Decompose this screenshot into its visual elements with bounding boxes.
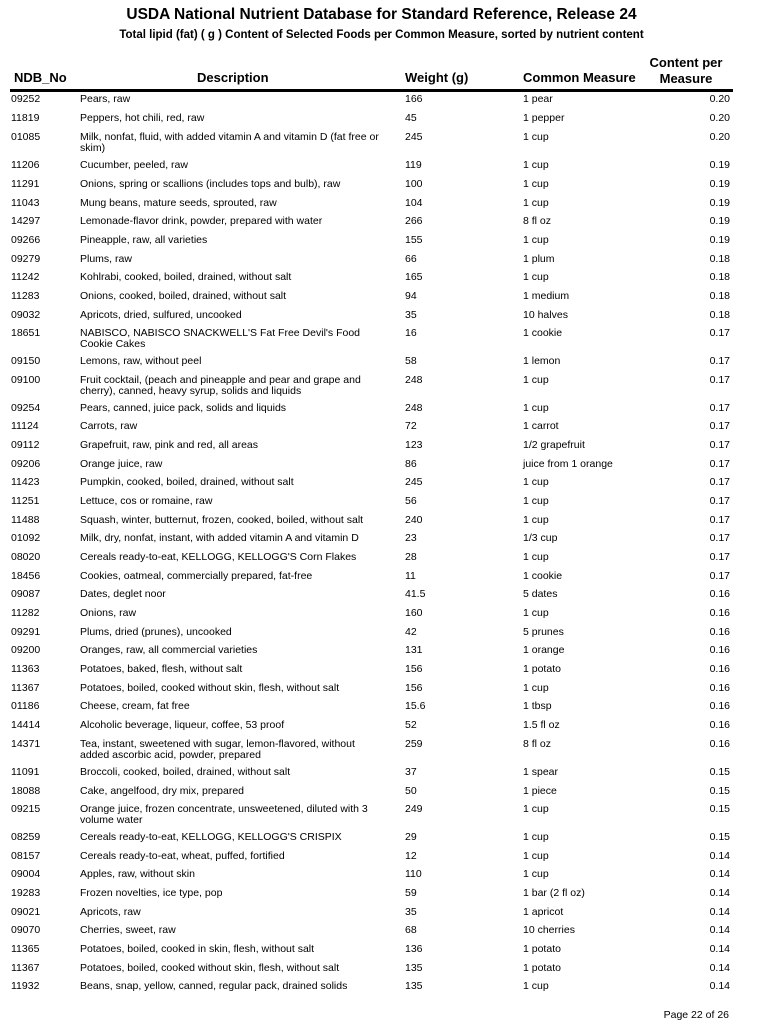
cell-common-measure: 1 lemon (523, 355, 561, 367)
cell-description: Kohlrabi, cooked, boiled, drained, without salt (80, 271, 292, 283)
cell-description: Potatoes, boiled, cooked without skin, flesh, without salt (80, 682, 340, 694)
cell-weight: 12 (405, 850, 417, 862)
cell-ndb: 08157 (11, 850, 41, 862)
cell-content: 0.16 (709, 626, 730, 638)
cell-description: Cereals ready-to-eat, KELLOGG, KELLOGG'S Corn Flakes (80, 551, 357, 563)
cell-content: 0.20 (709, 112, 730, 124)
cell-content: 0.17 (709, 532, 730, 544)
cell-common-measure: 1 plum (523, 253, 555, 265)
cell-weight: 56 (405, 495, 417, 507)
cell-common-measure: 1 apricot (523, 906, 564, 918)
cell-common-measure: 1 cup (523, 131, 549, 143)
cell-common-measure: 1 cup (523, 850, 549, 862)
cell-content: 0.17 (709, 420, 730, 432)
cell-content: 0.16 (709, 719, 730, 731)
cell-ndb: 14297 (11, 215, 41, 227)
cell-common-measure: 1 cup (523, 682, 549, 694)
cell-description: Potatoes, baked, flesh, without salt (80, 663, 243, 675)
cell-content: 0.17 (709, 458, 730, 470)
cell-ndb: 09279 (11, 253, 41, 265)
cell-weight: 23 (405, 532, 417, 544)
cell-weight: 110 (405, 868, 422, 880)
cell-common-measure: 1 potato (523, 663, 561, 675)
cell-content: 0.20 (709, 131, 730, 143)
cell-description: Apricots, dried, sulfured, uncooked (80, 309, 242, 321)
cell-common-measure: 1 cookie (523, 570, 563, 582)
cell-ndb: 14414 (11, 719, 41, 731)
cell-description: Orange juice, raw (80, 458, 163, 470)
cell-ndb: 11282 (11, 607, 40, 619)
cell-weight: 248 (405, 374, 423, 386)
cell-description: Beans, snap, yellow, canned, regular pack, drained solids (80, 980, 348, 992)
cell-ndb: 18088 (11, 785, 41, 797)
cell-common-measure: 1 cup (523, 514, 549, 526)
cell-ndb: 11932 (11, 980, 40, 992)
cell-ndb: 09087 (11, 588, 41, 600)
cell-weight: 135 (405, 980, 423, 992)
column-header-common-measure: Common Measure (523, 70, 636, 85)
cell-ndb: 18456 (11, 570, 41, 582)
cell-common-measure: 1 tbsp (523, 700, 552, 712)
cell-content: 0.19 (709, 234, 730, 246)
cell-common-measure: 1 cup (523, 803, 549, 815)
cell-weight: 131 (405, 644, 423, 656)
cell-common-measure: 5 prunes (523, 626, 564, 638)
cell-weight: 68 (405, 924, 417, 936)
cell-weight: 94 (405, 290, 417, 302)
cell-weight: 100 (405, 178, 423, 190)
cell-ndb: 11367 (11, 962, 40, 974)
cell-content: 0.17 (709, 514, 730, 526)
cell-description: Cookies, oatmeal, commercially prepared, fat-free (80, 570, 313, 582)
cell-weight: 45 (405, 112, 417, 124)
cell-ndb: 11291 (11, 178, 40, 190)
cell-weight: 86 (405, 458, 417, 470)
cell-ndb: 09032 (11, 309, 41, 321)
cell-weight: 266 (405, 215, 423, 227)
cell-weight: 155 (405, 234, 423, 246)
cell-weight: 29 (405, 831, 417, 843)
cell-content: 0.17 (709, 476, 730, 488)
cell-description: Cake, angelfood, dry mix, prepared (80, 785, 245, 797)
cell-common-measure: 10 cherries (523, 924, 575, 936)
cell-ndb: 11488 (11, 514, 40, 526)
cell-ndb: 09100 (11, 374, 41, 386)
cell-weight: 104 (405, 197, 423, 209)
cell-ndb: 11819 (11, 112, 40, 124)
cell-description: Orange juice, frozen concentrate, unsweetened, diluted with 3 volume water (80, 803, 368, 826)
cell-description: Cereals ready-to-eat, wheat, puffed, fortified (80, 850, 285, 862)
cell-content: 0.19 (709, 178, 730, 190)
cell-ndb: 14371 (11, 738, 41, 750)
cell-description: Frozen novelties, ice type, pop (80, 887, 223, 899)
cell-description: Tea, instant, sweetened with sugar, lemon-flavored, without added ascorbic acid, powder, prepared (80, 738, 355, 761)
cell-content: 0.16 (709, 588, 730, 600)
cell-description: Plums, raw (80, 253, 132, 265)
cell-weight: 136 (405, 943, 423, 955)
page-subtitle: Total lipid (fat) ( g ) Content of Selected Foods per Common Measure, sorted by nutrient content (119, 29, 644, 41)
column-header-description: Description (197, 70, 269, 85)
cell-description: Cheese, cream, fat free (80, 700, 190, 712)
cell-description: Cereals ready-to-eat, KELLOGG, KELLOGG'S CRISPIX (80, 831, 342, 843)
cell-ndb: 09112 (11, 439, 40, 451)
cell-common-measure: 1 cup (523, 178, 549, 190)
cell-ndb: 09200 (11, 644, 41, 656)
cell-ndb: 09254 (11, 402, 41, 414)
cell-ndb: 01186 (11, 700, 40, 712)
cell-content: 0.15 (709, 803, 730, 815)
cell-ndb: 09215 (11, 803, 41, 815)
cell-ndb: 11423 (11, 476, 40, 488)
cell-weight: 119 (405, 159, 422, 171)
cell-weight: 58 (405, 355, 417, 367)
cell-weight: 165 (405, 271, 423, 283)
cell-common-measure: 1 cup (523, 271, 549, 283)
cell-ndb: 11242 (11, 271, 40, 283)
cell-ndb: 09252 (11, 93, 41, 105)
cell-common-measure: 1 potato (523, 962, 561, 974)
cell-description: Carrots, raw (80, 420, 138, 432)
cell-description: Fruit cocktail, (peach and pineapple and pear and grape and cherry), canned, heavy syrup, solids and liquids (80, 374, 361, 397)
cell-common-measure: 1 cup (523, 551, 549, 563)
cell-ndb: 08259 (11, 831, 41, 843)
cell-content: 0.14 (709, 906, 730, 918)
cell-weight: 72 (405, 420, 417, 432)
cell-weight: 123 (405, 439, 423, 451)
cell-description: Alcoholic beverage, liqueur, coffee, 53 proof (80, 719, 285, 731)
cell-ndb: 09266 (11, 234, 41, 246)
cell-description: Potatoes, boiled, cooked in skin, flesh, without salt (80, 943, 315, 955)
cell-ndb: 08020 (11, 551, 41, 563)
cell-ndb: 11365 (11, 943, 40, 955)
page-title: USDA National Nutrient Database for Standard Reference, Release 24 (126, 6, 637, 23)
cell-weight: 35 (405, 906, 417, 918)
cell-description: Pineapple, raw, all varieties (80, 234, 208, 246)
cell-common-measure: 1 pear (523, 93, 553, 105)
cell-content: 0.14 (709, 924, 730, 936)
cell-content: 0.15 (709, 785, 730, 797)
cell-ndb: 18651 (11, 327, 41, 339)
cell-weight: 37 (405, 766, 417, 778)
cell-ndb: 01085 (11, 131, 41, 143)
cell-ndb: 11091 (11, 766, 40, 778)
cell-common-measure: 1 cookie (523, 327, 563, 339)
cell-common-measure: 1 cup (523, 159, 549, 171)
cell-content: 0.17 (709, 570, 730, 582)
cell-content: 0.15 (709, 831, 730, 843)
cell-content: 0.14 (709, 887, 730, 899)
cell-content: 0.17 (709, 374, 730, 386)
cell-content: 0.14 (709, 868, 730, 880)
cell-description: Pumpkin, cooked, boiled, drained, without salt (80, 476, 294, 488)
cell-weight: 166 (405, 93, 423, 105)
cell-ndb: 09070 (11, 924, 41, 936)
cell-common-measure: 1 cup (523, 374, 549, 386)
cell-description: Pears, canned, juice pack, solids and liquids (80, 402, 287, 414)
cell-common-measure: 1 cup (523, 831, 549, 843)
cell-description: Pears, raw (80, 93, 131, 105)
cell-common-measure: 8 fl oz (523, 738, 552, 750)
cell-description: Apples, raw, without skin (80, 868, 195, 880)
cell-description: Squash, winter, butternut, frozen, cooked, boiled, without salt (80, 514, 364, 526)
cell-content: 0.17 (709, 355, 730, 367)
cell-description: Milk, nonfat, fluid, with added vitamin A and vitamin D (fat free or skim) (80, 131, 379, 154)
cell-weight: 259 (405, 738, 423, 750)
cell-description: Apricots, raw (80, 906, 141, 918)
cell-ndb: 09004 (11, 868, 41, 880)
cell-content: 0.16 (709, 644, 730, 656)
cell-content: 0.18 (709, 290, 730, 302)
cell-content: 0.15 (709, 766, 730, 778)
cell-common-measure: 1 cup (523, 868, 549, 880)
cell-content: 0.16 (709, 607, 730, 619)
cell-content: 0.16 (709, 700, 730, 712)
cell-common-measure: 8 fl oz (523, 215, 552, 227)
cell-description: Lemons, raw, without peel (80, 355, 202, 367)
cell-common-measure: 1/3 cup (523, 532, 558, 544)
cell-common-measure: 1 pepper (523, 112, 565, 124)
cell-common-measure: 1 cup (523, 980, 549, 992)
cell-description: Cherries, sweet, raw (80, 924, 176, 936)
cell-content: 0.19 (709, 197, 730, 209)
cell-content: 0.17 (709, 495, 730, 507)
cell-content: 0.16 (709, 738, 730, 750)
cell-weight: 59 (405, 887, 417, 899)
cell-content: 0.19 (709, 159, 730, 171)
cell-content: 0.17 (709, 327, 730, 339)
cell-common-measure: 1/2 grapefruit (523, 439, 585, 451)
cell-common-measure: 1 cup (523, 495, 549, 507)
cell-content: 0.14 (709, 943, 730, 955)
cell-common-measure: 1 orange (523, 644, 565, 656)
cell-weight: 240 (405, 514, 423, 526)
cell-description: Onions, spring or scallions (includes tops and bulb), raw (80, 178, 341, 190)
cell-weight: 35 (405, 309, 417, 321)
cell-common-measure: 10 halves (523, 309, 568, 321)
cell-ndb: 09150 (11, 355, 41, 367)
cell-description: Peppers, hot chili, red, raw (80, 112, 205, 124)
cell-ndb: 11043 (11, 197, 40, 209)
cell-content: 0.18 (709, 253, 730, 265)
cell-weight: 156 (405, 663, 423, 675)
header-rule (10, 89, 733, 92)
cell-content: 0.17 (709, 439, 730, 451)
cell-ndb: 11251 (11, 495, 40, 507)
cell-common-measure: 1 carrot (523, 420, 559, 432)
cell-common-measure: 1 cup (523, 197, 549, 209)
column-header-weight: Weight (g) (405, 70, 469, 85)
cell-ndb: 19283 (11, 887, 41, 899)
column-header-content-line2: Measure (659, 71, 713, 86)
cell-description: Onions, raw (80, 607, 137, 619)
cell-description: Oranges, raw, all commercial varieties (80, 644, 258, 656)
cell-description: Potatoes, boiled, cooked without skin, flesh, without salt (80, 962, 340, 974)
cell-description: Dates, deglet noor (80, 588, 166, 600)
cell-description: Plums, dried (prunes), uncooked (80, 626, 232, 638)
cell-description: Grapefruit, raw, pink and red, all areas (80, 439, 259, 451)
cell-common-measure: 1 cup (523, 234, 549, 246)
cell-ndb: 11363 (11, 663, 40, 675)
cell-common-measure: 1 potato (523, 943, 561, 955)
cell-weight: 50 (405, 785, 417, 797)
cell-content: 0.17 (709, 551, 730, 563)
cell-ndb: 01092 (11, 532, 41, 544)
cell-weight: 156 (405, 682, 423, 694)
cell-ndb: 09206 (11, 458, 41, 470)
cell-ndb: 11206 (11, 159, 40, 171)
cell-weight: 66 (405, 253, 417, 265)
cell-description: Mung beans, mature seeds, sprouted, raw (80, 197, 277, 209)
cell-ndb: 09291 (11, 626, 41, 638)
cell-weight: 15.6 (405, 700, 426, 712)
cell-description: Milk, dry, nonfat, instant, with added vitamin A and vitamin D (80, 532, 359, 544)
cell-common-measure: 1 piece (523, 785, 557, 797)
cell-weight: 16 (405, 327, 417, 339)
cell-content: 0.19 (709, 215, 730, 227)
cell-weight: 248 (405, 402, 423, 414)
cell-content: 0.14 (709, 980, 730, 992)
cell-ndb: 11124 (11, 420, 39, 432)
column-header-content (641, 55, 731, 87)
cell-weight: 249 (405, 803, 423, 815)
cell-weight: 11 (405, 570, 416, 582)
cell-common-measure: 1 medium (523, 290, 570, 302)
cell-ndb: 09021 (11, 906, 41, 918)
cell-weight: 42 (405, 626, 417, 638)
cell-weight: 41.5 (405, 588, 426, 600)
cell-common-measure: 1 bar (2 fl oz) (523, 887, 585, 899)
cell-content: 0.16 (709, 663, 730, 675)
cell-content: 0.17 (709, 402, 730, 414)
cell-weight: 52 (405, 719, 417, 731)
cell-weight: 28 (405, 551, 417, 563)
cell-content: 0.14 (709, 850, 730, 862)
column-header-content-line1: Content per (649, 55, 723, 70)
cell-description: Cucumber, peeled, raw (80, 159, 188, 171)
cell-content: 0.20 (709, 93, 730, 105)
cell-content: 0.18 (709, 309, 730, 321)
cell-common-measure: 1.5 fl oz (523, 719, 560, 731)
column-header-ndb: NDB_No (14, 70, 67, 85)
cell-weight: 245 (405, 131, 423, 143)
cell-weight: 135 (405, 962, 423, 974)
cell-common-measure: 1 cup (523, 402, 549, 414)
cell-content: 0.16 (709, 682, 730, 694)
cell-description: Onions, cooked, boiled, drained, without salt (80, 290, 287, 302)
cell-description: Broccoli, cooked, boiled, drained, without salt (80, 766, 291, 778)
cell-description: Lemonade-flavor drink, powder, prepared with water (80, 215, 323, 227)
cell-common-measure: juice from 1 orange (523, 458, 613, 470)
cell-content: 0.14 (709, 962, 730, 974)
cell-common-measure: 1 spear (523, 766, 559, 778)
cell-ndb: 11367 (11, 682, 40, 694)
page-number: Page 22 of 26 (663, 1009, 729, 1021)
cell-description: NABISCO, NABISCO SNACKWELL'S Fat Free Devil's Food Cookie Cakes (80, 327, 361, 350)
cell-weight: 160 (405, 607, 423, 619)
cell-description: Lettuce, cos or romaine, raw (80, 495, 213, 507)
cell-ndb: 11283 (11, 290, 40, 302)
cell-content: 0.18 (709, 271, 730, 283)
cell-weight: 245 (405, 476, 423, 488)
cell-common-measure: 1 cup (523, 607, 549, 619)
cell-common-measure: 5 dates (523, 588, 558, 600)
cell-common-measure: 1 cup (523, 476, 549, 488)
